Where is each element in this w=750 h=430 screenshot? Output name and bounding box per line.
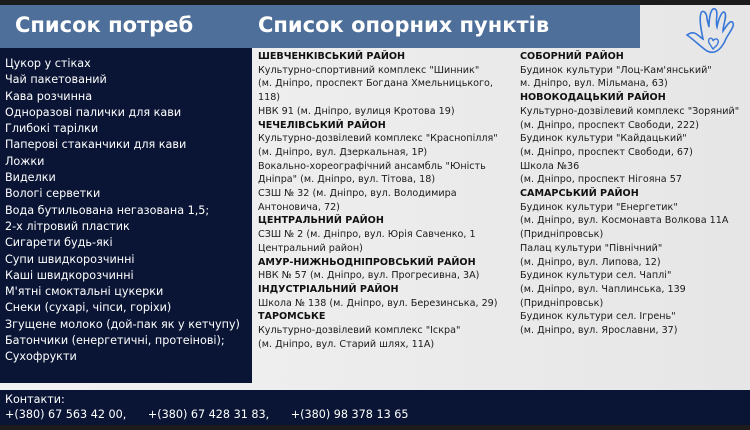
location-line: Будинок культури "Енергетик" — [520, 201, 678, 213]
phone-number[interactable]: +(380) 67 428 31 83, — [147, 408, 270, 421]
district-heading: ШЕВЧЕНКІВСЬКИЙ РАЙОН — [258, 51, 406, 62]
location-line: (м. Дніпро, вул. Старий шлях, 11А) — [258, 338, 435, 350]
need-item: Сигарети будь-які — [5, 236, 113, 250]
district-heading: АМУР-НИЖНЬОДНІПРОВСЬКИЙ РАЙОН — [258, 256, 476, 268]
need-item: Одноразові палички для кави — [5, 105, 182, 119]
location-line: СЗШ № 32 (м. Дніпро, вул. Володимира — [258, 188, 457, 200]
location-line: Культурно-дозвілевий комплекс "Іскра" — [258, 325, 461, 337]
location-line: м. Дніпро, вул. Мільмана, 63) — [520, 78, 668, 90]
need-item: Каші швидкорозчинні — [5, 268, 134, 282]
need-item: Сухофрукти — [5, 350, 77, 364]
location-line: (м. Дніпро, вул. Липова, 12) — [520, 256, 661, 268]
location-line: Культурно-спортивний комплекс "Шинник" — [258, 64, 480, 76]
need-item: Кава розчинна — [5, 89, 93, 103]
need-item: Вологі серветки — [5, 187, 101, 201]
location-line: (Придніпровськ) — [520, 297, 604, 309]
location-line: Будинок культури сел. Чаплі" — [520, 270, 672, 282]
district-heading: ТАРОМСЬКЕ — [258, 311, 326, 323]
district-heading: ЦЕНТРАЛЬНИЙ РАЙОН — [258, 215, 384, 227]
need-item: Вода бутильована негазована 1,5; — [5, 203, 210, 217]
district-heading: САМАРСЬКИЙ РАЙОН — [520, 188, 639, 200]
location-line: (м. Дніпро, вул. Дзеркальная, 1Р) — [258, 146, 428, 158]
location-line: Школа №36 — [520, 160, 580, 172]
location-line: (м. Дніпро, вул. Чаплинська, 139 — [520, 283, 686, 295]
contacts-footer — [0, 390, 750, 425]
location-line: НВК 91 (м. Дніпро, вулиця Кротова 19) — [258, 105, 455, 117]
location-line: (м. Дніпро, вул. Ярославни, 37) — [520, 325, 678, 337]
contacts-label: Контакти: — [5, 393, 65, 406]
district-heading: ЧЕЧЕЛІВСЬКИЙ РАЙОН — [258, 119, 386, 131]
location-line: (м. Дніпро, проспект Богдана Хмельницького, — [258, 78, 493, 90]
need-item: Паперові стаканчики для кави — [5, 138, 187, 152]
need-item: Глибокі тарілки — [5, 122, 99, 136]
location-line: Будинок культури "Лоц-Кам'янський" — [520, 64, 712, 76]
bottom-strip — [0, 425, 750, 430]
location-line: Будинок культури сел. Ігрень" — [520, 311, 676, 323]
need-item: Снеки (сухарі, чіпси, горіхи) — [5, 301, 172, 315]
need-item: Ложки — [5, 154, 45, 168]
need-item: 2-х літровий пластик — [5, 219, 130, 233]
location-line: Культурно-дозвілевий комплекс "Краснопілля" — [258, 133, 498, 145]
points-column-2 — [520, 50, 748, 338]
location-line: (м. Дніпро, проспект Свободи, 222) — [520, 119, 699, 131]
need-item: Цукор у стіках — [5, 57, 91, 70]
location-line: НВК № 57 (м. Дніпро, вул. Прогресивна, 3А) — [258, 270, 480, 282]
needs-title: Список потреб — [15, 13, 194, 37]
points-title: Список опорних пунктів — [258, 13, 550, 37]
location-line: (м. Дніпро, проспект Свободи, 67) — [520, 146, 693, 158]
phone-number[interactable]: +(380) 98 378 13 65 — [290, 408, 409, 421]
district-heading: СОБОРНИЙ РАЙОН — [520, 51, 624, 62]
location-line: Вокально-хореографічний ансамбль "Юність — [258, 160, 486, 172]
need-item: Виделки — [5, 171, 56, 185]
location-line: Антоновича, 72) — [258, 201, 340, 213]
location-line: Палац культури "Північний" — [520, 242, 663, 254]
location-line: Культурно-дозвілевий комплекс "Зоряний" — [520, 105, 740, 117]
district-heading: НОВОКОДАЦЬКИЙ РАЙОН — [520, 92, 666, 104]
phone-number[interactable]: +(380) 67 563 42 00, — [5, 408, 127, 421]
district-heading: ІНДУСТРІАЛЬНИЙ РАЙОН — [258, 283, 399, 295]
points-column-1 — [258, 50, 518, 351]
location-line: (м. Дніпро, вул. Космонавта Волкова 11А — [520, 215, 729, 227]
need-item: Супи швидкорозчинні — [5, 252, 135, 266]
header-bar — [0, 5, 640, 48]
location-line: Школа № 138 (м. Дніпро, вул. Березинська, 29) — [258, 297, 498, 309]
location-line: 118) — [258, 92, 281, 104]
location-line: (Придніпровськ) — [520, 229, 604, 241]
need-item: Згущене молоко (дой-пак як у кетчупу) — [5, 317, 240, 331]
location-line: Будинок культури "Кайдацький" — [520, 133, 687, 145]
need-item: М'ятні смоктальні цукерки — [5, 285, 164, 299]
needs-list — [0, 48, 252, 383]
need-item: Чай пакетований — [5, 73, 107, 87]
location-line: (м. Дніпро, проспект Нігояна 57 — [520, 174, 682, 186]
phone-list — [5, 407, 750, 422]
location-line: Центральний район) — [258, 242, 363, 254]
location-line: Дніпра" (м. Дніпро, вул. Тітова, 18) — [258, 174, 436, 186]
need-item: Батончики (енергетичні, протеінові); — [5, 334, 225, 348]
location-line: СЗШ № 2 (м. Дніпро, вул. Юрія Савченко, 1 — [258, 229, 476, 241]
